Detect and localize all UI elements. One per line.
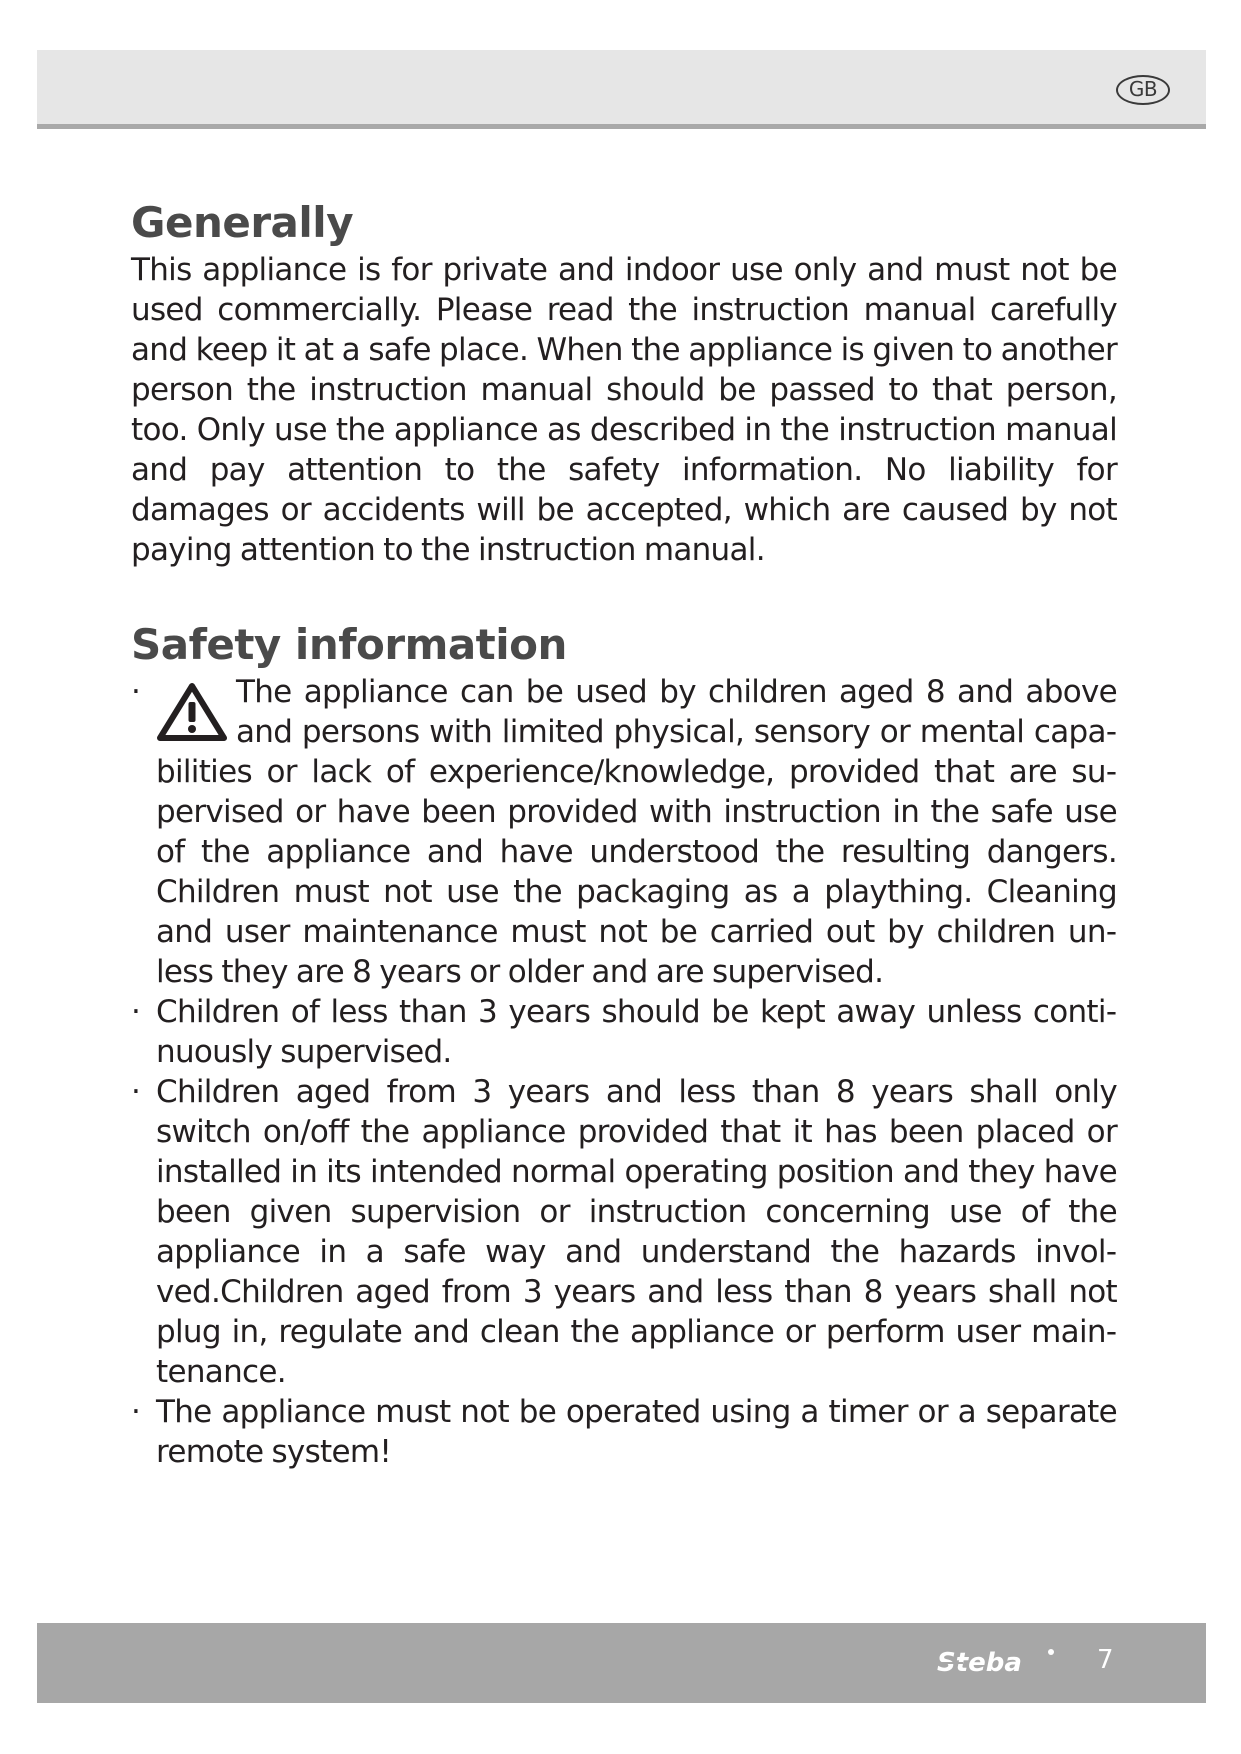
bullet: · <box>131 1394 141 1430</box>
page-content <box>131 196 1117 1472</box>
section-title-safety: Safety information <box>131 620 567 669</box>
safety-item <box>131 992 1117 1072</box>
safety-item-text: Children of less than 3 years should be kept away unless continuously supervised. <box>156 994 1117 1070</box>
bullet: · <box>131 674 141 710</box>
steba-logo <box>933 1643 1073 1683</box>
brand-logo-text: Steba <box>937 1648 1022 1678</box>
safety-item <box>131 1072 1117 1392</box>
safety-item-text: Children aged from 3 years and less than 8 years shall only switch on/off the appliance provided that it has been placed or installed in its intended normal operating position and they have been given supervision or instruction concerning use of the appliance in a safe way and understand the hazards involved.Children aged from 3 years and less than 8 years shall not plug in, regulate and clean the appliance or perform user maintenance. <box>156 1074 1117 1390</box>
bullet: · <box>131 1074 141 1110</box>
generally-body: This appliance is for private and indoor use only and must not be used commercially. Please read the instruction manual carefully and keep it at a safe place. When the appliance is given to another person the instruction manual should be passed to that person, too. Only use the appliance as described in the instruction manual and pay attention to the safety information. No liability for damages or accidents will be accepted, which are caused by not paying attention to the instruction manual. <box>131 252 1117 568</box>
section-title-generally: Generally <box>131 198 354 247</box>
safety-item <box>131 1392 1117 1472</box>
page-number: 7 <box>1097 1645 1114 1675</box>
page-footer-band <box>37 1623 1206 1703</box>
safety-item <box>131 672 1117 992</box>
safety-list <box>131 672 1117 1472</box>
page-header-band <box>37 50 1206 129</box>
safety-item-text: The appliance must not be operated using a timer or a separate remote system! <box>156 1394 1117 1470</box>
language-badge: GB <box>1116 75 1170 105</box>
warning-triangle-icon <box>156 682 228 742</box>
bullet: · <box>131 994 141 1030</box>
safety-item-text: The appliance can be used by children aged 8 and above and persons with limited physical, sensory or mental capabilities or lack of experience/knowledge, provided that are supervised or have been provided with instruction in the safe use of the appliance and have understood the resulting dangers. Children must not use the packaging as a plaything. Cleaning and user maintenance must not be carried out by children unless they are 8 years or older and are supervised. <box>156 674 1117 990</box>
